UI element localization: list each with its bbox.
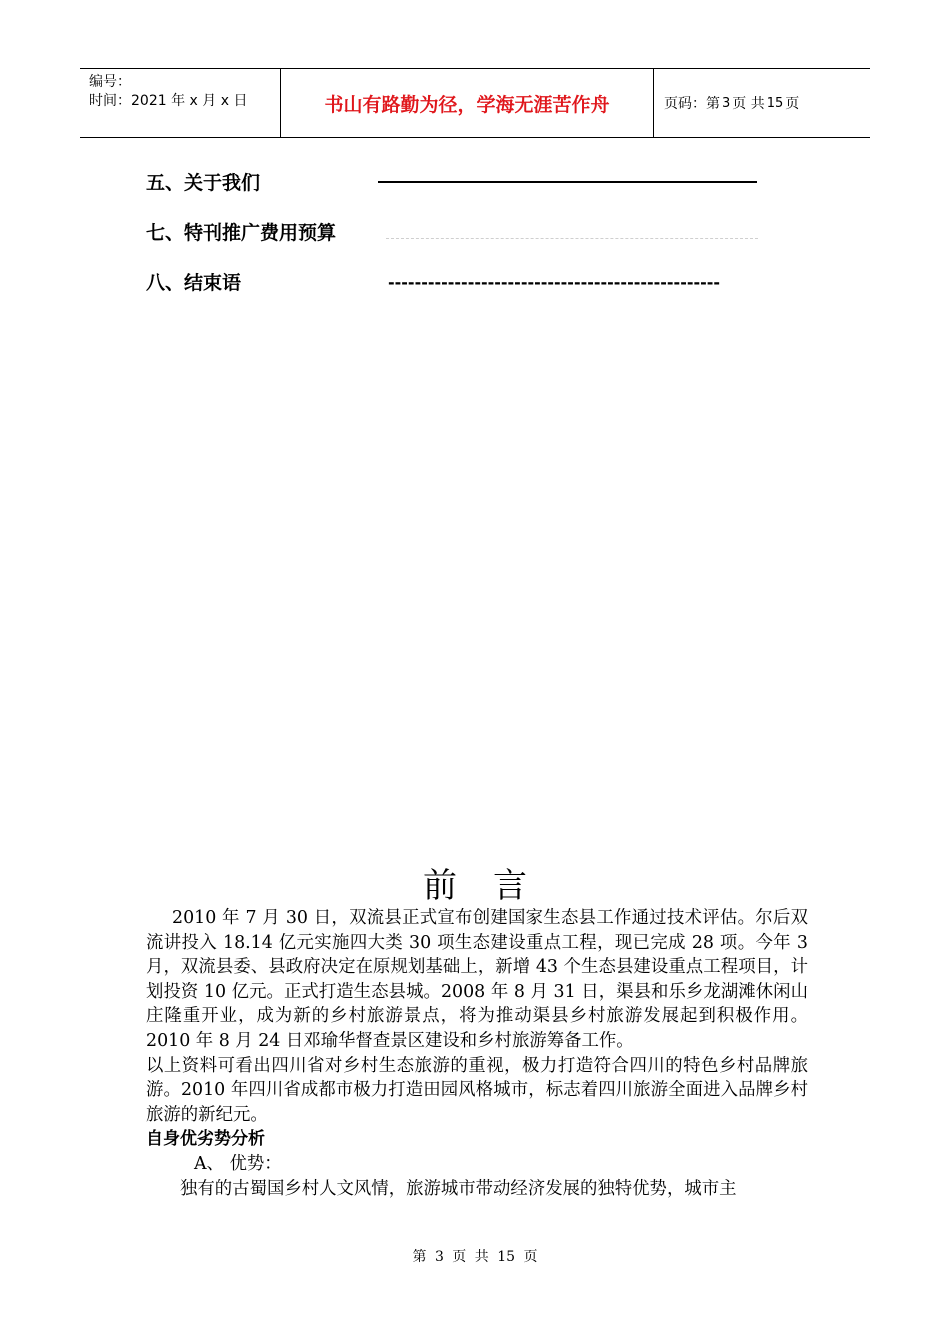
paragraph-summary: 以上资料可看出四川省对乡村生态旅游的重视，极力打造符合四川的特色乡村品牌旅游。2010 年四川省成都市极力打造田园风格城市，标志着四川旅游全面进入品牌乡村旅游的新纪元。: [146, 1055, 808, 1125]
toc-label: 八、结束语: [146, 272, 242, 294]
document-body: [146, 906, 808, 1201]
page-footer: 第 3 页 共 15 页: [412, 1249, 538, 1265]
toc-item-about[interactable]: [146, 168, 260, 198]
paragraph-advantage: 独有的古蜀国乡村人文风情，旅游城市带动经济发展的独特优势，城市主: [180, 1178, 737, 1199]
toc-leader-dashed: --------------------------------------------------: [388, 273, 721, 292]
page-current: 3: [722, 95, 731, 111]
page-prefix: 页码：第: [664, 96, 720, 112]
toc-item-budget[interactable]: [146, 218, 336, 248]
page-mid: 页 共: [732, 96, 765, 112]
code-label: 编号：: [89, 74, 131, 90]
toc-label: 七、特刊推广费用预算: [146, 222, 337, 244]
header-page-number: [654, 69, 870, 137]
toc-item-conclusion[interactable]: [146, 268, 241, 298]
page-suffix: 页: [785, 96, 800, 112]
page-header: [80, 68, 870, 138]
header-motto: 书山有路勤为径，学海无涯苦作舟: [281, 69, 654, 137]
paragraph-intro: 2010 年 7 月 30 日，双流县正式宣布创建国家生态县工作通过技术评估。尔后双流讲投入 18.14 亿元实施四大类 30 项生态建设重点工程，现已完成 28 项。今年 3 月，双流县委、县政府决定在原规划基础上，新增 43 个生态县建设重点工程项目，计划投资 10 亿元。正式打造生态县城。2008 年 8 月 31 日，渠县和乐乡龙湖滩休闲山庄隆重开业，成为新的乡村旅游景点，将为推动渠县乡村旅游发展起到积极作用。2010 年 8 月 24 日邓瑜华督查景区建设和乡村旅游筹备工作。: [146, 908, 808, 1051]
header-meta: [80, 69, 281, 137]
toc-leader-solid: [378, 181, 757, 183]
subsection-label: A、 优势：: [194, 1153, 282, 1174]
toc-label: 五、关于我们: [146, 172, 261, 194]
page-total: 15: [766, 95, 784, 111]
page-title: 前言: [423, 866, 563, 906]
toc-leader-light: [386, 238, 758, 239]
section-heading: 自身优劣势分析: [146, 1129, 265, 1150]
time-label: 时间：2021 年 x 月 x 日: [89, 93, 248, 109]
